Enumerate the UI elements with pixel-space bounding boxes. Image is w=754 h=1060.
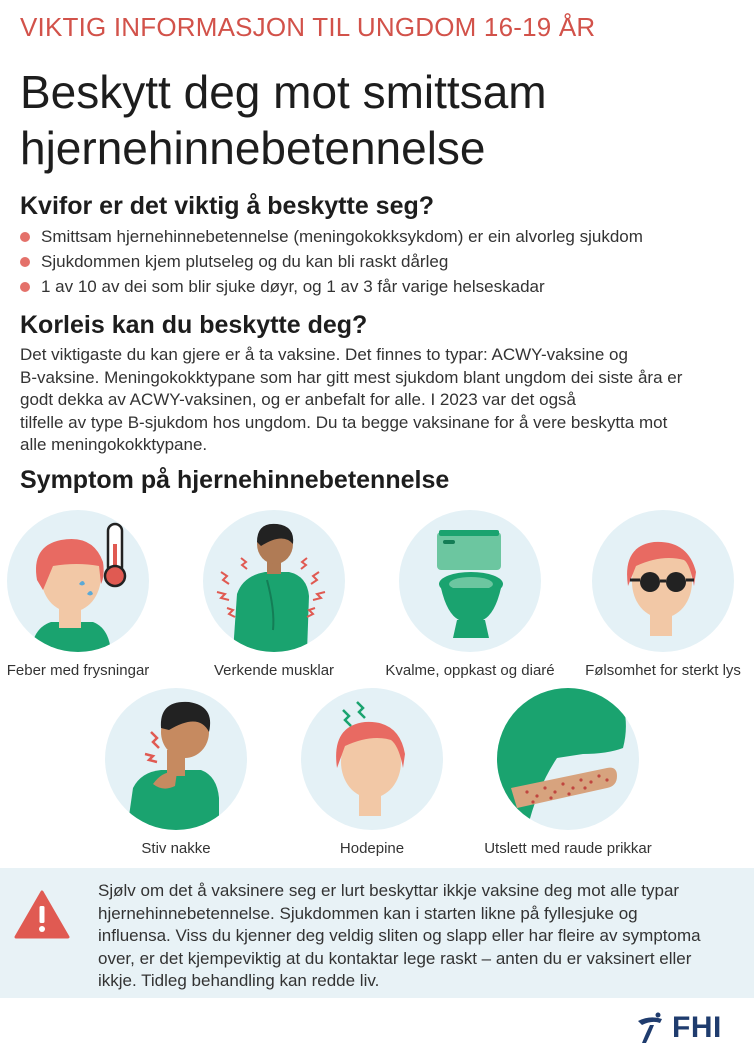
- why-heading: Kvifor er det viktig å beskytte seg?: [20, 192, 435, 220]
- symptom-aching-muscles: [199, 510, 349, 679]
- symptom-label: Feber med frysningar: [6, 662, 150, 679]
- warning-line: Sjølv om det å vaksinere seg er lurt beskyttar ikkje vaksine deg mot alle typar: [98, 881, 680, 900]
- symptom-nausea: [385, 510, 555, 679]
- symptom-headache: [297, 688, 447, 857]
- symptom-label: Verkende musklar: [213, 662, 335, 679]
- title-line-1: Beskytt deg mot smittsam: [20, 66, 547, 118]
- bullet-text: 1 av 10 av dei som blir sjuke døyr, og 1 av 3 får varige helseskadar: [41, 277, 545, 296]
- stiff-neck-icon: [105, 688, 247, 830]
- symptom-label: Kvalme, oppkast og diaré: [385, 662, 555, 679]
- bullet-item: [20, 249, 643, 274]
- warning-triangle-icon: [14, 890, 70, 945]
- sunglasses-icon: [592, 510, 734, 652]
- bullet-text: Smittsam hjernehinnebetennelse (meningokokksykdom) er ein alvorleg sjukdom: [41, 227, 643, 246]
- bullet-item: [20, 224, 643, 249]
- symptom-rash: [484, 688, 652, 857]
- paragraph-line: Det viktigaste du kan gjere er å ta vaksine. Det finnes to typar: ACWY-vaksine og: [20, 345, 628, 364]
- paragraph-line: alle meningokokktypane.: [20, 435, 208, 454]
- fhi-swoosh-icon: [634, 1011, 668, 1045]
- symptom-stiff-neck: [101, 688, 251, 857]
- title-line-2: hjernehinnebetennelse: [20, 122, 486, 174]
- symptoms-heading: Symptom på hjernehinnebetennelse: [20, 466, 450, 494]
- warning-line: influensa. Viss du kjenner deg veldig sliten og slapp eller har fleire av symptoma: [98, 926, 701, 945]
- fhi-logo: [634, 1011, 722, 1045]
- symptom-label: Utslett med raude prikkar: [484, 840, 652, 857]
- headache-icon: [301, 688, 443, 830]
- rash-arm-icon: [497, 688, 639, 830]
- paragraph-line: tilfelle av type B-sjukdom hos ungdom. Du ta begge vaksinane for å vere beskytta mot: [20, 412, 668, 432]
- symptom-label: Hodepine: [339, 840, 405, 857]
- warning-line: hjernehinnebetennelse. Sjukdommen kan i starten likne på fyllesjuke og: [98, 903, 638, 923]
- fever-thermometer-icon: [7, 510, 149, 652]
- symptom-label: Følsomhet for sterkt lys: [585, 662, 741, 679]
- bullet-dot-icon: [20, 257, 30, 267]
- paragraph-line: godt dekka av ACWY-vaksinen, og er anbefalt for alle. I 2023 var det også: [20, 390, 576, 409]
- why-bullet-list: [20, 224, 643, 299]
- toilet-icon: [399, 510, 541, 652]
- symptom-label: Stiv nakke: [141, 840, 211, 857]
- paragraph-line: B-vaksine. Meningokokktypane som har gitt mest sjukdom blant ungdom dei siste åra er: [20, 367, 683, 387]
- bullet-text: Sjukdommen kjem plutseleg og du kan bli raskt dårleg: [41, 252, 449, 271]
- kicker: VIKTIG INFORMASJON TIL UNGDOM 16-19 ÅR: [20, 12, 596, 42]
- warning-line: over, er det kjempeviktig at du kontaktar lege raskt – anten du er vaksinert eller: [98, 948, 692, 968]
- warning-line: ikkje. Tidleg behandling kan redde liv.: [98, 971, 380, 990]
- bullet-item: [20, 274, 643, 299]
- bullet-dot-icon: [20, 232, 30, 242]
- how-paragraph: [20, 344, 740, 457]
- page-title: [20, 64, 720, 176]
- logo-text: FHI: [672, 1011, 722, 1044]
- symptom-light-sensitivity: [585, 510, 741, 679]
- bullet-dot-icon: [20, 282, 30, 292]
- symptom-fever: [3, 510, 153, 679]
- how-heading: Korleis kan du beskytte deg?: [20, 311, 368, 339]
- warning-text: [98, 880, 738, 993]
- aching-muscles-icon: [203, 510, 345, 652]
